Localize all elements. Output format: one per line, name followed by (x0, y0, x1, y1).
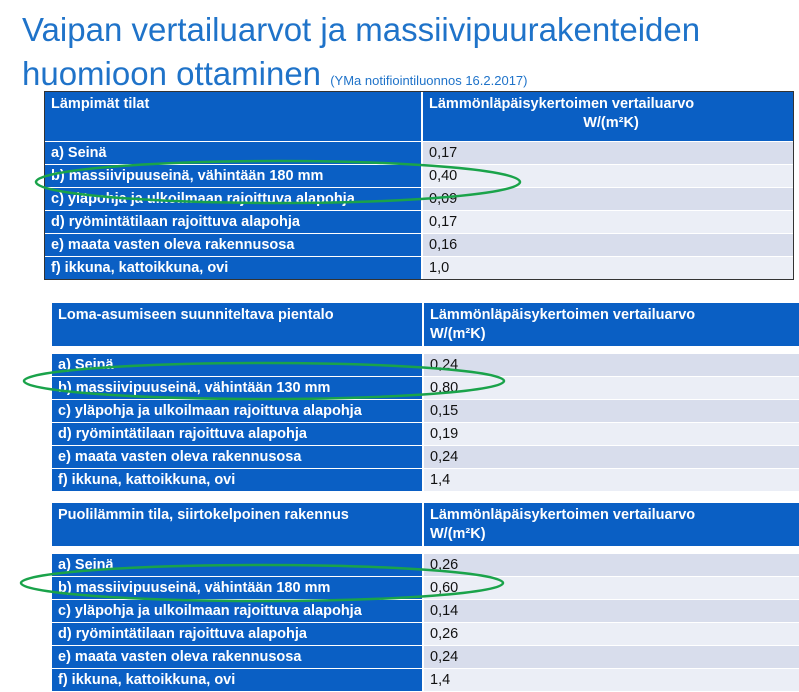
table-header-row (52, 303, 799, 347)
row-value: 0,16 (423, 234, 793, 257)
table-row (52, 600, 799, 623)
table-row (52, 554, 799, 577)
row-value: 0,24 (424, 446, 799, 469)
table-semi-warm-space (52, 503, 799, 692)
row-value: 0,17 (423, 211, 793, 234)
table-row (52, 669, 799, 692)
row-label: e) maata vasten oleva rakennusosa (52, 646, 424, 669)
slide-title-line-1: Vaipan vertailuarvot ja massiivipuurakenteiden (22, 11, 701, 48)
row-value: 1,4 (424, 669, 799, 692)
table-row (52, 623, 799, 646)
header-label: Loma-asumiseen suunniteltava pientalo (52, 303, 424, 347)
slide-title-line-2-text: huomioon ottaminen (22, 55, 322, 92)
header-value-text: Lämmönläpäisykertoimen vertailuarvo (429, 96, 695, 112)
table-row (52, 377, 799, 400)
header-unit: W/(m²K) (583, 115, 639, 131)
row-label: d) ryömintätilaan rajoittuva alapohja (52, 423, 424, 446)
row-label: c) yläpohja ja ulkoilmaan rajoittuva alapohja (52, 600, 424, 623)
table-row (45, 211, 793, 234)
header-value-text: Lämmönläpäisykertoimen vertailuarvo (430, 307, 696, 323)
row-value: 1,0 (423, 257, 793, 279)
table-row (52, 400, 799, 423)
header-label: Lämpimät tilat (45, 92, 423, 142)
table-row (45, 142, 793, 165)
row-value: 0,14 (424, 600, 799, 623)
row-label: f) ikkuna, kattoikkuna, ovi (45, 257, 423, 279)
row-label: a) Seinä (52, 354, 424, 377)
row-value: 1,4 (424, 469, 799, 492)
header-value (424, 503, 799, 547)
spacer-row (52, 347, 799, 354)
row-label: a) Seinä (45, 142, 423, 165)
table-row (52, 577, 799, 600)
table-row (45, 188, 793, 211)
row-label: a) Seinä (52, 554, 424, 577)
header-label: Puolilämmin tila, siirtokelpoinen rakennus (52, 503, 424, 547)
row-label: b) massiivipuuseinä, vähintään 180 mm (52, 577, 424, 600)
row-label: f) ikkuna, kattoikkuna, ovi (52, 469, 424, 492)
row-value: 0,26 (424, 554, 799, 577)
row-label: e) maata vasten oleva rakennusosa (45, 234, 423, 257)
row-value: 0,15 (424, 400, 799, 423)
row-label: f) ikkuna, kattoikkuna, ovi (52, 669, 424, 692)
row-value: 0,80 (424, 377, 799, 400)
row-value: 0,24 (424, 354, 799, 377)
row-label: c) yläpohja ja ulkoilmaan rajoittuva alapohja (45, 188, 423, 211)
row-label: d) ryömintätilaan rajoittuva alapohja (52, 623, 424, 646)
row-label: c) yläpohja ja ulkoilmaan rajoittuva alapohja (52, 400, 424, 423)
row-value: 0,19 (424, 423, 799, 446)
row-label: b) massiivipuuseinä, vähintään 130 mm (52, 377, 424, 400)
row-value: 0,40 (423, 165, 793, 188)
table-row (52, 354, 799, 377)
row-value: 0,60 (424, 577, 799, 600)
header-value-text: Lämmönläpäisykertoimen vertailuarvo (430, 507, 696, 523)
header-value (424, 303, 799, 347)
table-row (45, 257, 793, 279)
source-note: (YMa notifiointiluonnos 16.2.2017) (330, 73, 528, 88)
table-header-row (52, 503, 799, 547)
row-value: 0,09 (423, 188, 793, 211)
row-value: 0,24 (424, 646, 799, 669)
header-unit: W/(m²K) (430, 526, 486, 542)
table-row (45, 234, 793, 257)
row-label: b) massiivipuuseinä, vähintään 180 mm (45, 165, 423, 188)
row-label: e) maata vasten oleva rakennusosa (52, 446, 424, 469)
header-value (423, 92, 793, 142)
table-holiday-house (52, 303, 799, 492)
spacer-row (52, 547, 799, 554)
table-header-row (45, 92, 793, 142)
table-warm-spaces (44, 91, 794, 280)
table-row (52, 469, 799, 492)
row-label: d) ryömintätilaan rajoittuva alapohja (45, 211, 423, 234)
table-row (52, 446, 799, 469)
header-unit: W/(m²K) (430, 326, 486, 342)
table-row (52, 646, 799, 669)
table-row (52, 423, 799, 446)
table-row (45, 165, 793, 188)
row-value: 0,17 (423, 142, 793, 165)
row-value: 0,26 (424, 623, 799, 646)
